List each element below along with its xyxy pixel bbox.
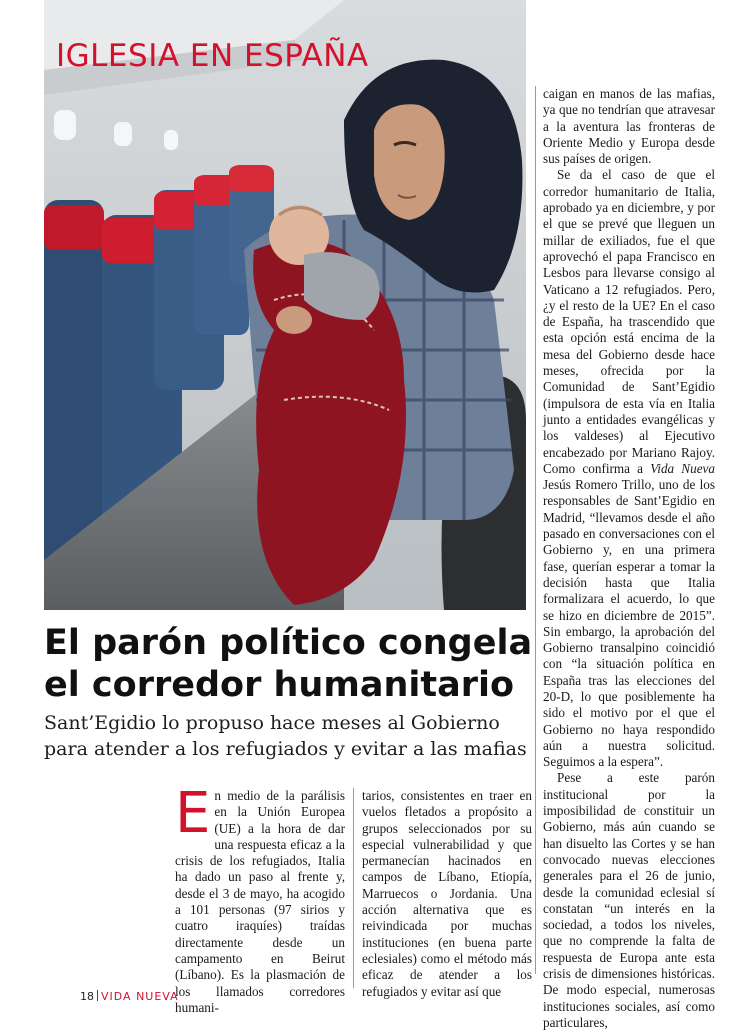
article-photo [44,0,526,610]
column-divider [353,788,354,988]
paragraph-text: n medio de la parálisis en la Unión Europea (UE) a la hora de dar una respuesta eficaz a la crisis de los refugiados, Italia ha dado un paso al frente y, desde el 3 de mayo, ha acogido a 101 personas (97 sirios y cuatro iraquíes) traídas directamente desde un campamento en Beirut (Líbano). Es la plasmación de los llamados corredores humani- [175,788,345,1015]
magazine-name: VIDA NUEVA [101,990,179,1003]
drop-cap: E [175,781,211,846]
paragraph-text: Se da el caso de que el corredor humanitario de Italia, aprobado ya en diciembre, y por el que se prevé que lleguen un millar de exiliados, fue el que aprovechó el papa Francisco en Lesbos para llevarse consigo al Vaticano a 12 refugiados. Pero, ¿y el resto de la UE? En el caso de España, ha trascendido que esta opción está encima de la mesa del Gobierno desde hace meses, ofrecida por la Comunidad de Sant’Egidio (impulsora de esta vía en Italia junto a entidades evangélicas y los valdeses) al Ejecutivo encabezado por Mariano Rajoy. Como confirma a [543,167,715,476]
column-divider [535,86,536,974]
page-number: 18 [80,990,94,1003]
footer-separator [97,990,98,1001]
headline: El parón político congela el corredor humanitario [44,623,533,705]
subhead: Sant’Egidio lo propuso hace meses al Gobierno para atender a los refugiados y evitar a las mafias [44,712,527,760]
article-paragraph [175,781,345,1016]
section-label: IGLESIA EN ESPAÑA [56,38,369,74]
magazine-name-italic: Vida Nueva [650,460,715,476]
article-column-3 [543,86,715,1031]
article-paragraph: tarios, consistentes en traer en vuelos fletados a propósito a grupos seleccionados por su especial vulnerabilidad y que permanecían hacinados en campos de Líbano, Etiopía, Marruecos o Jordania. Una acción alternativa que es reivindicada por muchas instituciones (en buena parte eclesiales) como el método más eficaz de atender a los refugiados y evitar así que [362,788,532,999]
article-column-1 [175,781,345,1016]
page-footer [80,990,179,1003]
article-paragraph: caigan en manos de las mafias, ya que no tendrían que atravesar a la aventura las fronteras de Oriente Medio y Europa desde sus países de origen. [543,86,715,167]
article-paragraph [543,167,715,770]
paragraph-text: Jesús Romero Trillo, uno de los responsables de Sant’Egidio en Madrid, “llevamos desde el año pasado en conversaciones con el Gobierno y, en una primera fase, querían esperar a tomar la decisión hasta que Italia formalizara el acuerdo, lo que se hizo en diciembre de 2015”. Sin embargo, la aprobación del Gobierno transalpino coincidió con “la situación política en España tras las elecciones del 20-D, lo que posiblemente ha sido el motivo por el que el Gobierno no haya respondido aún a nuestra solicitud. Seguimos a la espera”. [543,477,715,770]
article-paragraph: Pese a este parón institucional por la imposibilidad de constituir un Gobierno, más aún cuando se han disuelto las Cortes y se han convocado nuevas elecciones generales para el 26 de junio, desde la comunidad eclesial sí constatan “un interés en la sociedad, a todos los niveles, que no comprende la falta de respuesta de Europa ante esta crisis de dimensiones históricas. De modo especial, numerosas instituciones sociales, así como particulares, [543,770,715,1030]
article-column-2 [362,788,532,1000]
refugee-mother-with-child-photo [44,0,526,610]
